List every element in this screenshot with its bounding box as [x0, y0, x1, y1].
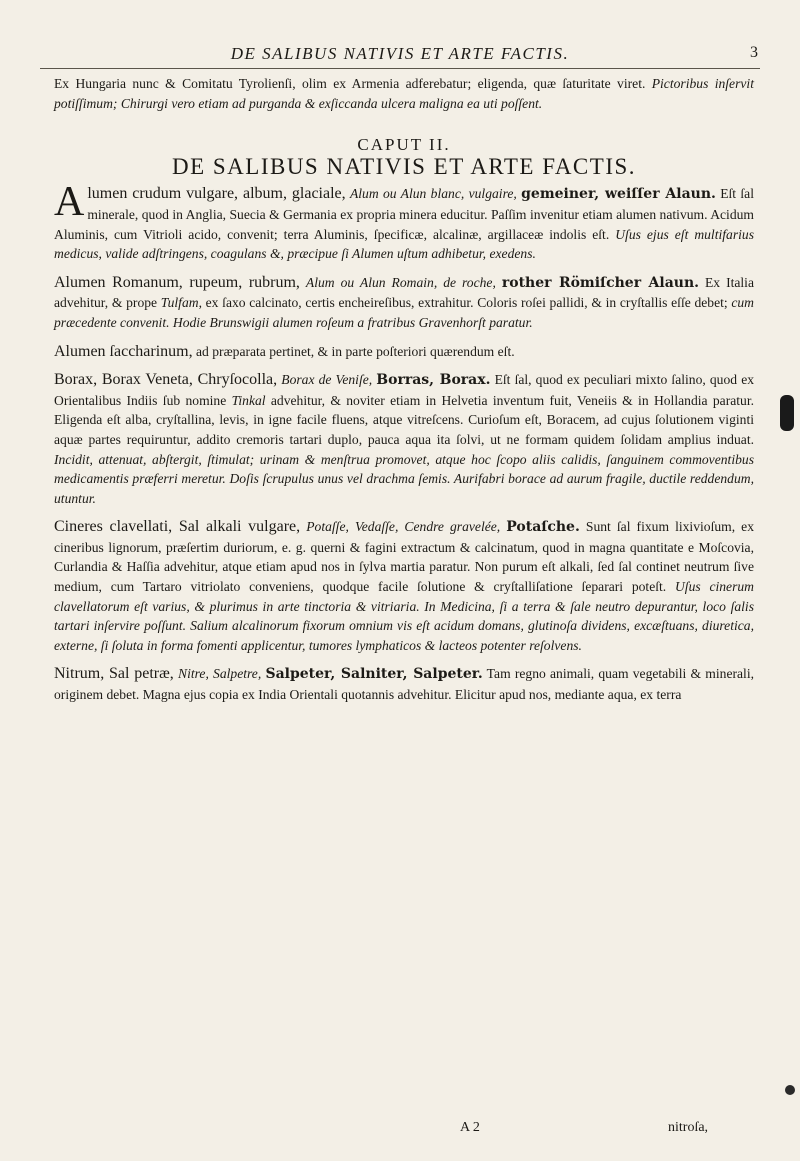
chapter-label: CAPUT II.	[357, 135, 451, 155]
german-name: rother Römiſcher Alaun.	[501, 274, 700, 291]
chapter-title: DE SALIBUS NATIVIS ET ARTE FACTIS.	[171, 153, 637, 179]
entry-italic: Uſus cinerum clavellatorum eſt varius, & plurimus in arte tinctoria & vitriaria. In Medicina, ſi a terra & ſale neutro depurantur, loco ſalis tartari inſervire poſſunt. Salium alcalinorum fixorum omnium vis eſt acidum domans, glutinoſa dividens, excæſtuans, diuretica, externe, ſi ſoluta in forma fomenti applicentur, tumores lymphaticos & lacteos potenter reſolvens.	[54, 579, 754, 653]
vernacular-name: Nitre, Salpetre,	[178, 666, 262, 682]
place-name: Tulfam	[160, 295, 199, 311]
page-number: 3	[750, 44, 758, 61]
punch-hole-icon	[785, 1085, 795, 1095]
entry-alumen	[54, 179, 754, 263]
entry-text: Sunt ſal fixum lixivioſum, ex cineribus lignorum, præſertim duriorum, e. g. querni & fagini extractum & calcinatum, quod in magna quantitate e Moſcovia, Curlandia & Haſſia advehitur, atque etiam apud nos in ſylva martia paratur. Non purum eſt alkali, ſed ſal continet neutrum ſive medium, cum Tartaro vitriolato conveniens, quodque facile ſolutione & cryſtalliſatione ſeparari poteſt.	[54, 519, 755, 595]
running-head: DE SALIBUS NATIVIS ET ARTE FACTIS.	[230, 44, 570, 63]
entry-text: Tam regno animali, quam vegetabili & minerali, originem debet. Magna ejus copia ex India Orientali quotannis advehitur. Elicitur apud nos, mediante aqua, ex terra	[54, 666, 754, 703]
header-rule	[40, 68, 760, 69]
drop-cap: A	[54, 179, 85, 226]
german-name: gemeiner, weiſſer Alaun.	[521, 186, 716, 203]
vernacular-name: Borax de Veniſe,	[281, 372, 373, 388]
body-text	[54, 74, 754, 705]
headword: Alumen Romanum, rupeum, rubrum,	[54, 273, 300, 291]
entry-italic: Uſus ejus eſt multifarius medicus, valide adſtringens, coagulans &, præcipue ſi Alumen uſtum adhibetur, exedens.	[54, 226, 754, 262]
german-name: Borras, Borax.	[376, 372, 491, 389]
entry-cineres	[54, 517, 754, 655]
headword: Cineres clavellati, Sal alkali vulgare,	[54, 518, 301, 536]
signature-mark: A 2	[460, 1120, 480, 1135]
headword: lumen crudum vulgare, album, glaciale,	[87, 185, 346, 203]
headword: Borax, Borax Veneta, Chryſocolla,	[54, 371, 278, 389]
entry-text-2: advehitur, & noviter etiam in Helvetia inventum fuit, Veneiis & in Hollandia paratur. Eligenda eſt alba, cryſtallina, levis, in igne facile fluens, atque vitreſcens. Curioſum eſt, Boracem, ad cujus ſolutionem viginti aquæ partes requiruntur, addito cremoris tartari duplo, pauca aqua ita ſolvi, ut ne formam quidem ſolidam amplius induat.	[54, 392, 754, 447]
paragraph-intro	[54, 74, 754, 113]
vernacular-name: Potaſſe, Vedaſſe, Cendre gravelée,	[306, 519, 501, 535]
intro-italic: Pictoribus inſervit potiſſimum; Chirurgi vero etiam ad purganda & exſiccanda ulcera maligna ea uti poſſent.	[54, 76, 754, 111]
vernacular-name: Alum ou Alun Romain, de roche,	[305, 274, 496, 290]
trade-name: Tinkal	[231, 392, 266, 408]
headword: Nitrum, Sal petræ,	[54, 665, 174, 683]
entry-text: ad præparata pertinet, & in parte poſteriori quærendum eſt.	[192, 343, 515, 359]
entry-nitrum	[54, 664, 754, 704]
entry-text: Eſt ſal, quod ex peculiari mixto ſalino, quod ex Orientalibus Indiis ſub nomine	[54, 372, 755, 408]
headword: Alumen ſaccharinum,	[54, 342, 193, 360]
catchword: nitroſa,	[668, 1120, 709, 1135]
entry-text: Eſt ſal minerale, quod in Anglia, Suecia & Germania ex propria minera educitur. Paſſim invenitur etiam alumen nativum. Acidum Aluminis, cum Vitrioli acido, convenit; terra Aluminis, ſpecificæ, alcalinæ, argillaceæ indolis eſt.	[54, 186, 754, 242]
entry-text: Ex Italia advehitur, & prope	[54, 274, 754, 311]
entry-italic: Incidit, attenuat, abſtergit, ſtimulat; urinam & menſtrua promovet, atque hoc ſcopo aliis calidis, ſanguinem commoventibus medicamentis præferri meretur. Doſis ſcrupulus unus vel drachma ſemis. Aurifabri borace ad aurum fragile, ductile reddendum, utuntur.	[54, 451, 754, 506]
entry-borax	[54, 370, 754, 508]
entry-italic: cum præcedente convenit. Hodie Brunswigii alumen roſeum a fratribus Gravenhorſt paratur.	[54, 295, 754, 330]
binding-tab-icon	[780, 395, 794, 431]
entry-text-2: , ex ſaxo calcinato, certis encheireſibus, extrahitur. Coloris roſei pallidi, & in cryſtallis eſſe debet;	[198, 295, 732, 311]
entry-alumen-romanum	[54, 273, 754, 333]
entry-alumen-saccharinum	[54, 342, 754, 362]
vernacular-name: Alum ou Alun blanc, vulgaire,	[349, 186, 517, 202]
german-name: Salpeter, Salniter, Salpeter.	[265, 666, 483, 683]
german-name: Potaſche.	[506, 519, 580, 536]
intro-text: Ex Hungaria nunc & Comitatu Tyrolienſi, olim ex Armenia adferebatur; eligenda, quæ ſaturitate viret.	[54, 76, 652, 91]
